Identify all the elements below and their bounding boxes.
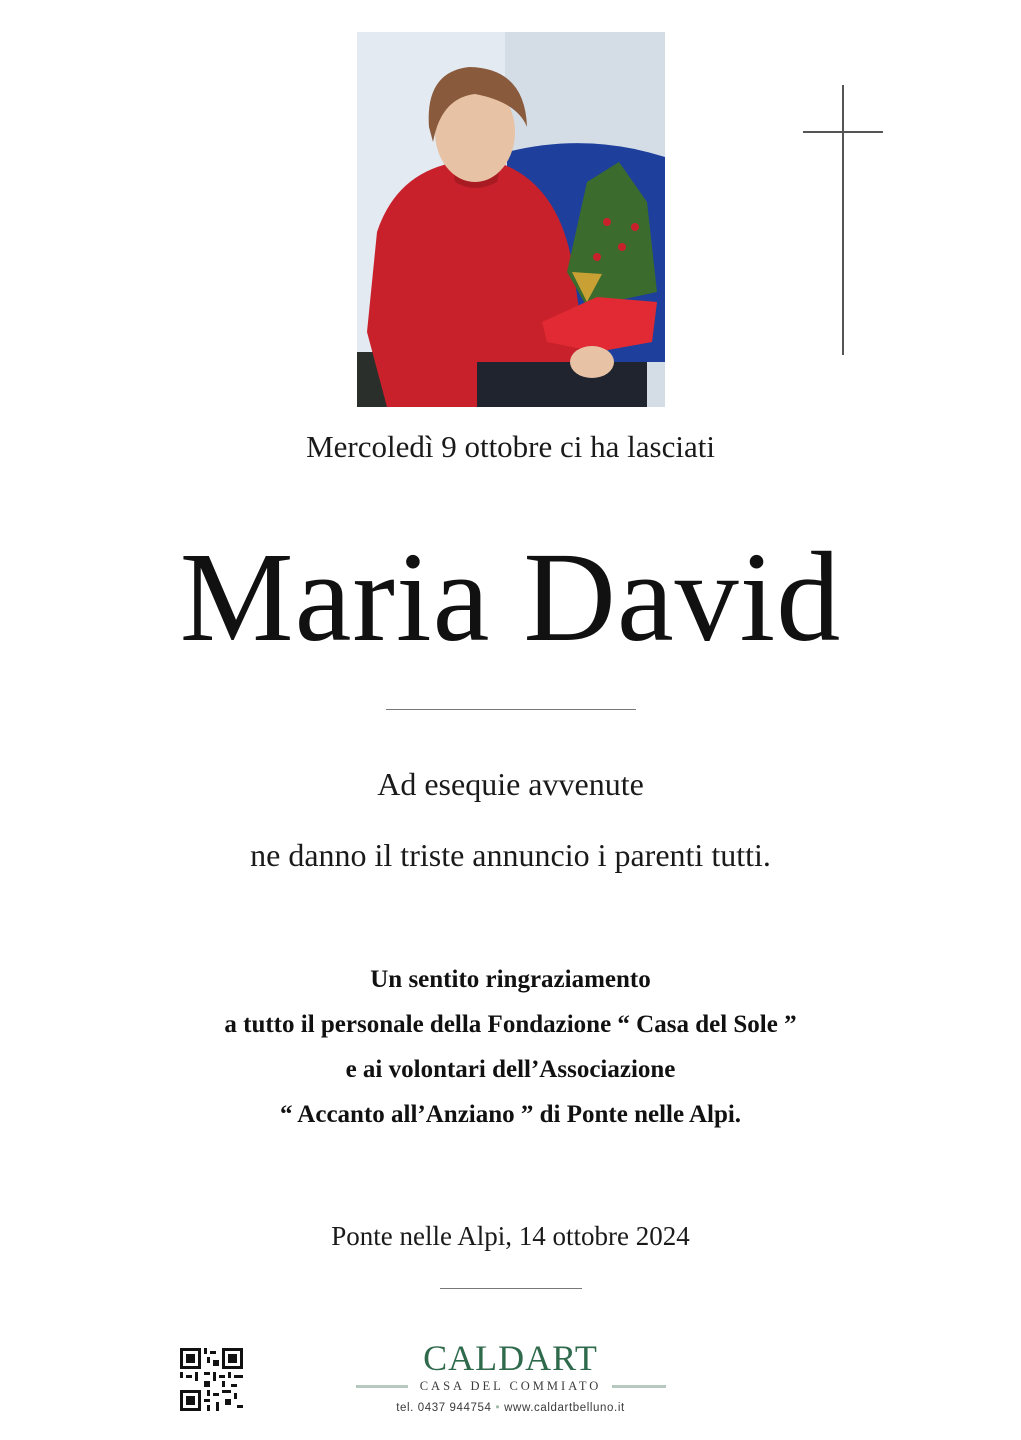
thanks-line: e ai volontari dell’Associazione [345, 1056, 676, 1083]
thanks-line: a tutto il personale della Fondazione “ Casa del Sole ” [224, 1011, 797, 1038]
place-date: Ponte nelle Alpi, 14 ottobre 2024 [331, 1221, 690, 1251]
thanks-line: “ Accanto all’Anziano ” di Ponte nelle Alpi. [279, 1101, 742, 1128]
portrait-photo [357, 32, 665, 407]
deceased-name: Maria David [179, 526, 842, 668]
website-link[interactable]: www.caldartbelluno.it [504, 1402, 625, 1414]
divider [386, 709, 636, 710]
death-date-line: Mercoledì 9 ottobre ci ha lasciati [306, 429, 715, 464]
cross-icon-bar [803, 131, 883, 133]
thanks-block [0, 957, 1021, 1137]
thanks-line: Un sentito ringraziamento [370, 966, 651, 993]
phone-number[interactable]: tel. 0437 944754 [396, 1402, 492, 1414]
brand-tagline: CASA DEL COMMIATO [419, 1379, 602, 1393]
separator-dot: • [495, 1402, 501, 1414]
contact-line [0, 1400, 1021, 1416]
announcement-line-2: ne danno il triste annuncio i parenti tutti. [250, 837, 771, 873]
divider [440, 1288, 582, 1289]
cross-icon [842, 85, 844, 355]
brand-logo: CALDART [423, 1338, 598, 1378]
announcement-line-1: Ad esequie avvenute [377, 766, 644, 802]
